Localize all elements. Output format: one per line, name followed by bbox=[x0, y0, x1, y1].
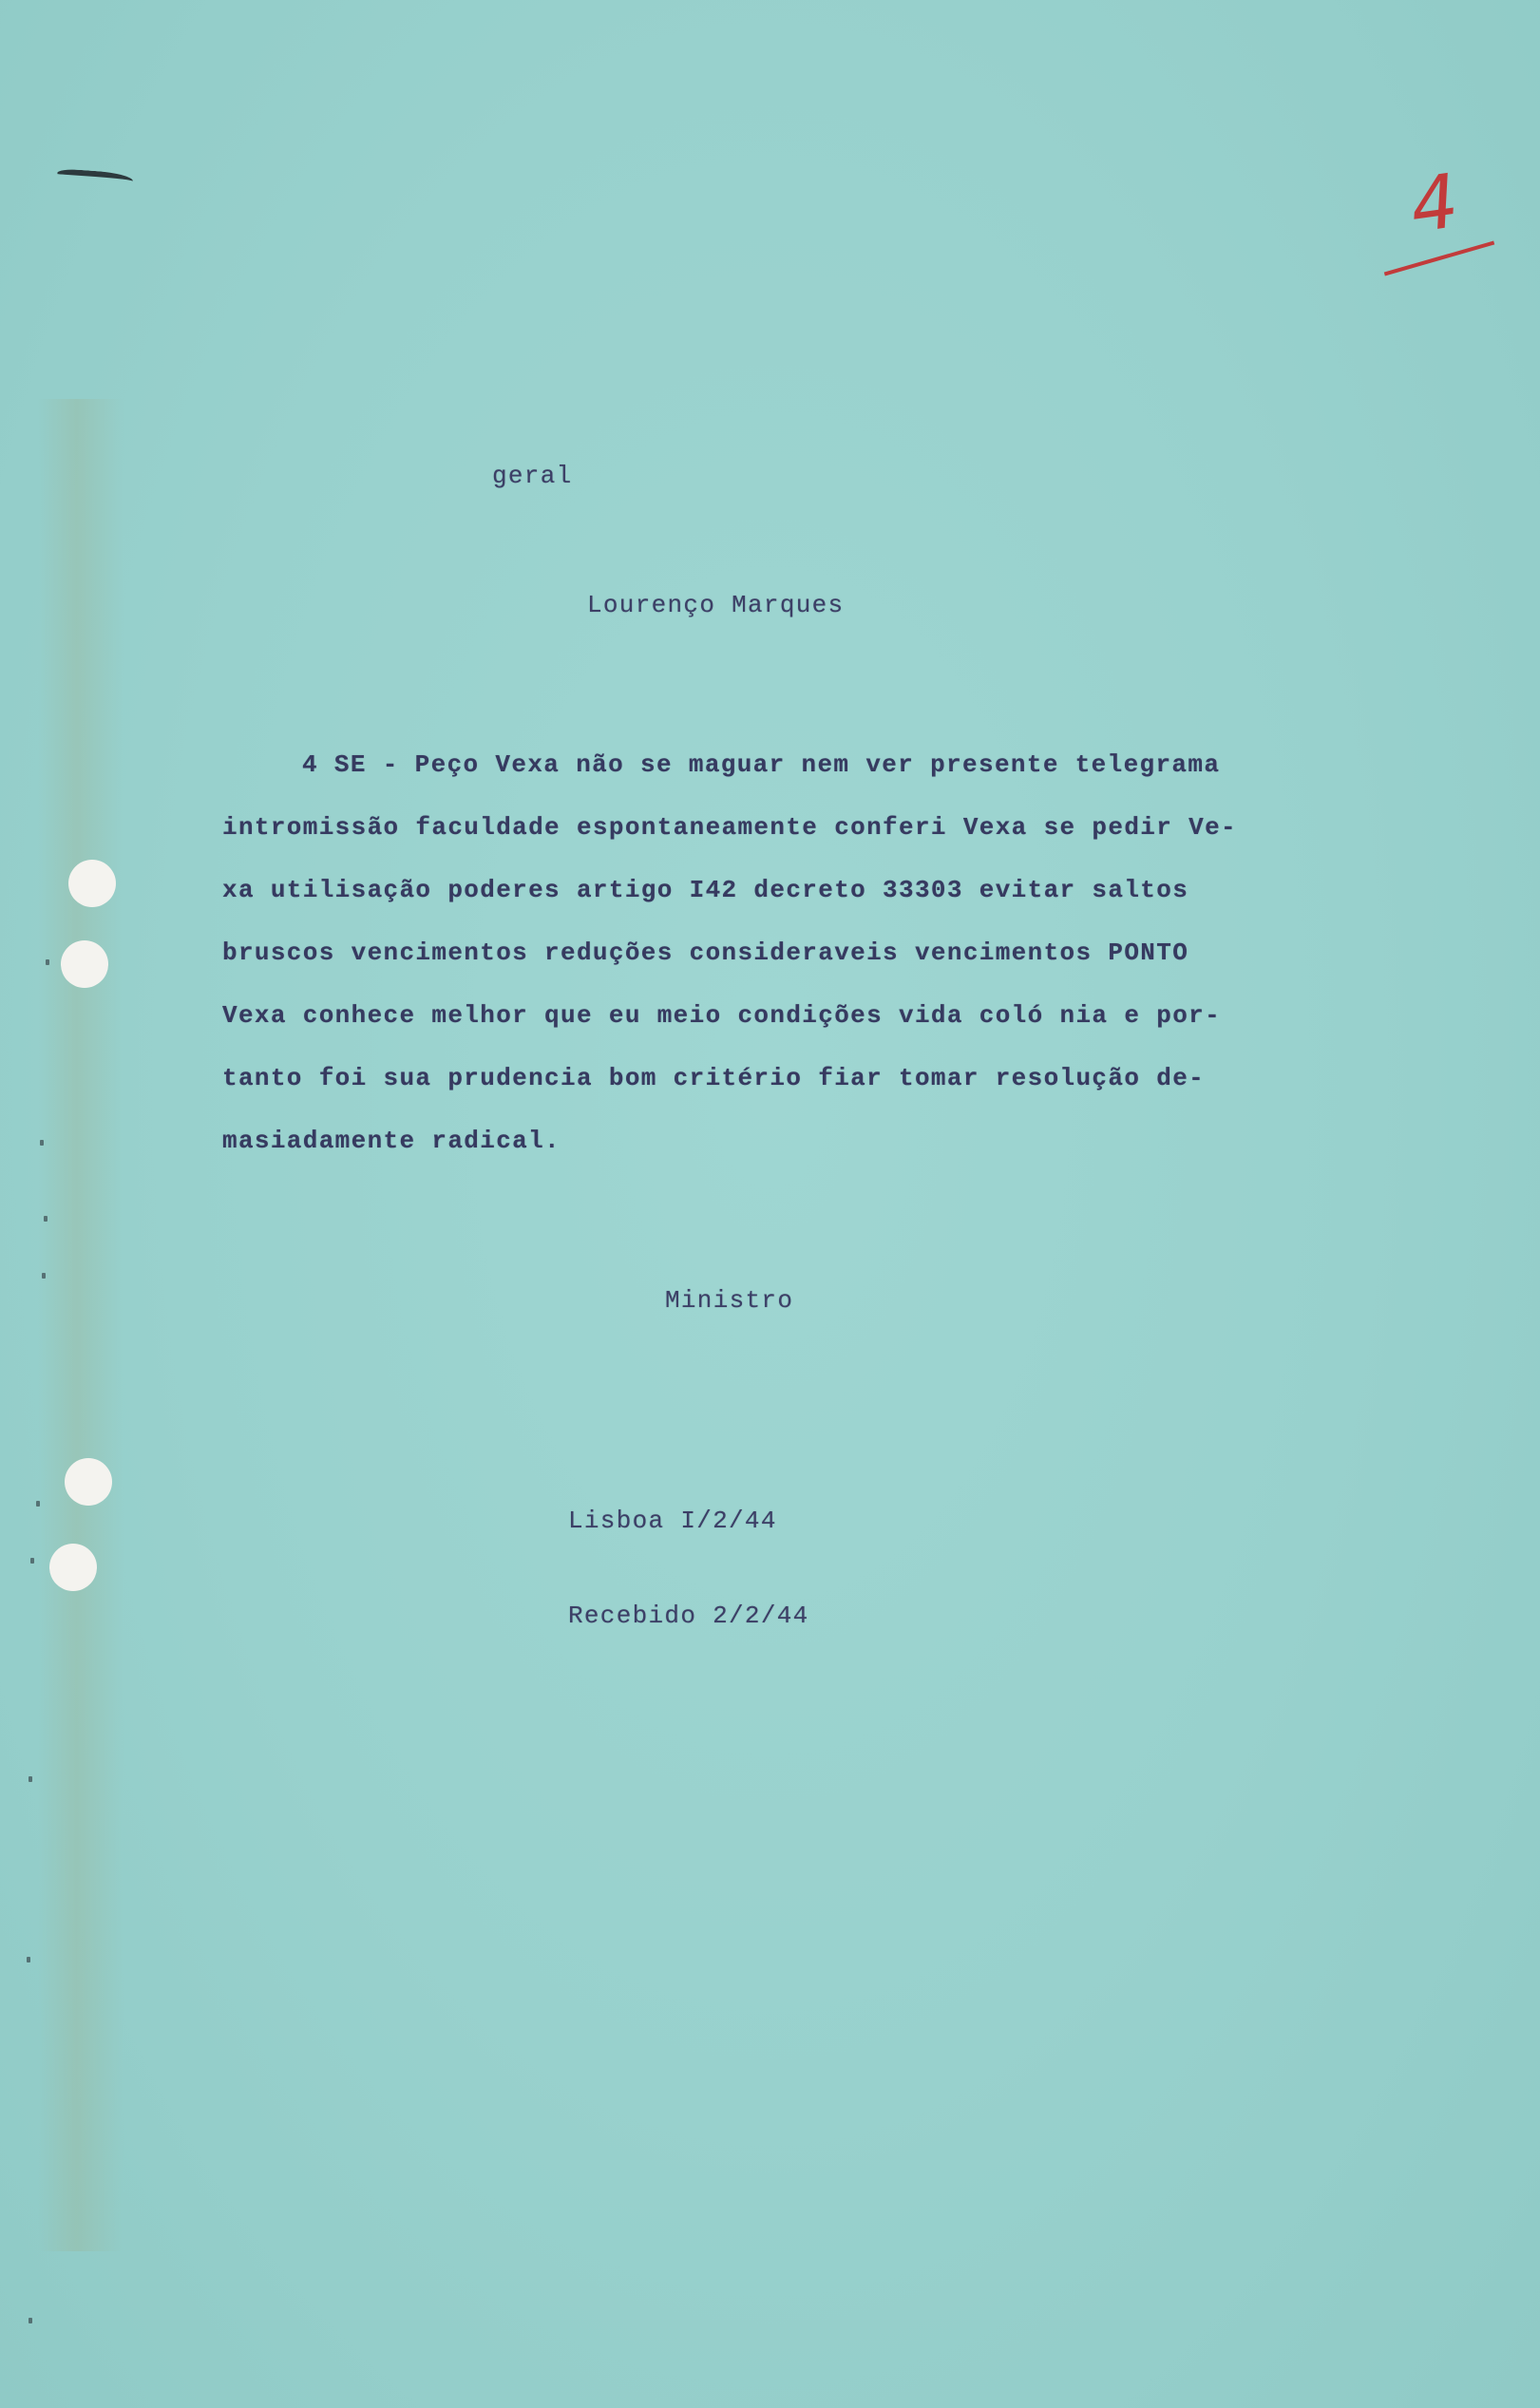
punch-hole bbox=[65, 1458, 112, 1506]
body-line: tanto foi sua prudencia bom critério fiar tomar resolução de- bbox=[222, 1064, 1206, 1092]
signature: Ministro bbox=[665, 1286, 794, 1315]
body-line: intromissão faculdade espontaneamente conferi Vexa se pedir Ve- bbox=[222, 813, 1238, 842]
body-line: bruscos vencimentos reduções consideraveis vencimentos PONTO bbox=[222, 939, 1189, 967]
binding-speck bbox=[29, 1776, 32, 1782]
binding-speck bbox=[46, 959, 49, 965]
binding-speck bbox=[30, 1558, 34, 1564]
binding-speck bbox=[40, 1140, 44, 1146]
binding-speck bbox=[36, 1501, 40, 1507]
binding-speck bbox=[27, 1957, 30, 1962]
binding-speck bbox=[44, 1216, 48, 1222]
destination-heading: Lourenço Marques bbox=[587, 591, 845, 619]
body-line: masiadamente radical. bbox=[222, 1127, 561, 1155]
punch-hole bbox=[49, 1544, 97, 1591]
routing-label: geral bbox=[492, 462, 573, 490]
binding-speck bbox=[29, 2318, 32, 2323]
corner-ink-mark bbox=[57, 168, 134, 189]
body-line: xa utilisação poderes artigo I42 decreto 33303 evitar saltos bbox=[222, 876, 1189, 904]
punch-hole bbox=[61, 940, 108, 988]
body-line: 4 SE - Peço Vexa não se maguar nem ver presente telegrama bbox=[302, 750, 1221, 779]
binding-speck bbox=[42, 1273, 46, 1279]
received-date: Recebido 2/2/44 bbox=[568, 1602, 809, 1630]
place-date: Lisboa I/2/44 bbox=[568, 1507, 777, 1535]
punch-hole bbox=[68, 860, 116, 907]
handwritten-page-number: 4 bbox=[1404, 158, 1464, 251]
body-line: Vexa conhece melhor que eu meio condições vida coló nia e por- bbox=[222, 1001, 1222, 1030]
paper-stain bbox=[38, 399, 124, 2251]
